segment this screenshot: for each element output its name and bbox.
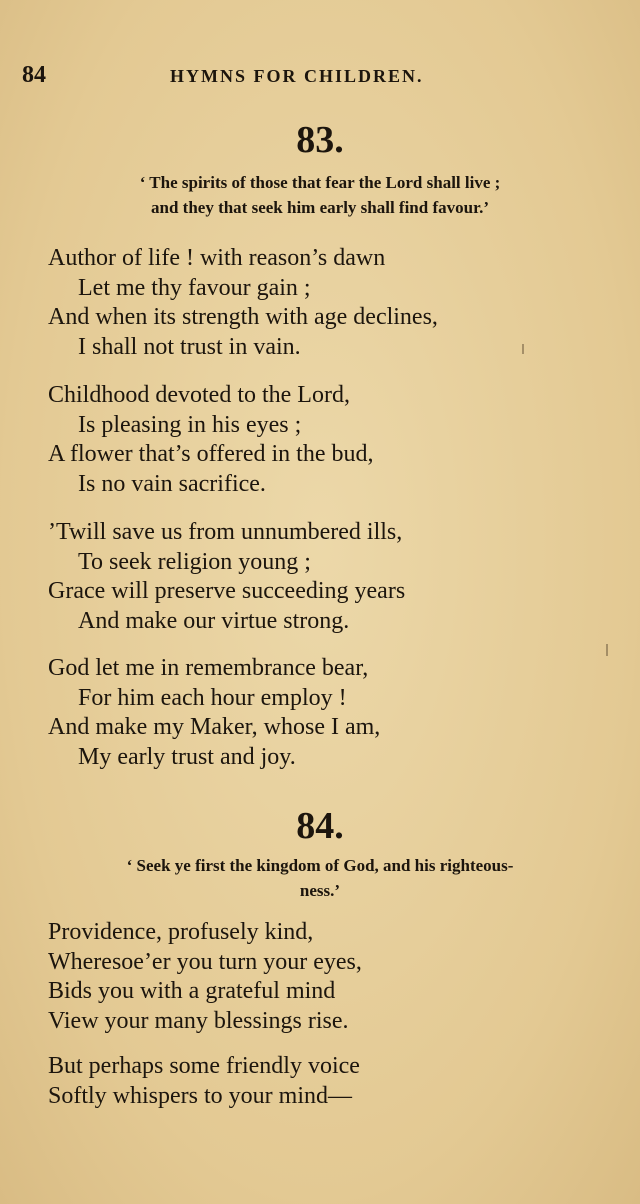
epigraph-line: ‘ The spirits of those that fear the Lord shall live ; [139,173,501,192]
hymn-number-83: 83. [296,119,344,161]
page-number: 84 [22,62,46,88]
epigraph-83 [30,170,610,220]
verse-line: A flower that’s offered in the bud, [48,441,374,467]
verse-line: And make my Maker, whose I am, [48,714,381,740]
epigraph-84 [30,853,610,903]
epigraph-line: ness.’ [299,881,341,900]
verse-line: For him each hour employ ! [78,684,347,711]
paper-speck [522,344,524,354]
verse-line: Providence, profusely kind, [48,919,314,945]
verse-line: And make our virtue strong. [78,607,350,634]
verse-line: But perhaps some friendly voice [48,1053,360,1079]
hymn-number-84: 84. [296,805,344,847]
running-head [22,62,592,90]
verse-line: To seek religion young ; [78,548,311,575]
epigraph-line: and they that seek him early shall find favour.’ [151,198,489,217]
verse-line: I shall not trust in vain. [78,333,301,360]
verse-line: Is pleasing in his eyes ; [78,411,302,438]
verse-line: Childhood devoted to the Lord, [48,382,350,408]
stanza [48,654,618,772]
verse-line: View your many blessings rise. [48,1007,349,1034]
verse-line: Softly whispers to your mind— [48,1082,352,1109]
verse-line: Let me thy favour gain ; [78,274,311,301]
running-title: HYMNS FOR CHILDREN. [170,66,424,86]
verse-line: ’Twill save us from unnumbered ills, [48,519,403,545]
stanza [48,918,618,1036]
verse-line: Wheresoe’er you turn your eyes, [48,948,362,975]
verse-line: God let me in remembrance bear, [48,655,369,681]
stanza [48,1052,618,1111]
stanza [48,518,618,636]
verse-line: Author of life ! with reason’s dawn [48,245,386,271]
stanza [48,244,618,362]
epigraph-line: ‘ Seek ye first the kingdom of God, and his righteous- [126,856,514,875]
verse-line: Grace will preserve succeeding years [48,578,406,604]
stanza [48,381,618,499]
paper-speck [606,644,608,656]
verse-line: Bids you with a grateful mind [48,978,336,1004]
verse-line: Is no vain sacrifice. [78,470,266,497]
verse-line: And when its strength with age declines, [48,304,438,330]
verse-line: My early trust and joy. [78,743,296,770]
